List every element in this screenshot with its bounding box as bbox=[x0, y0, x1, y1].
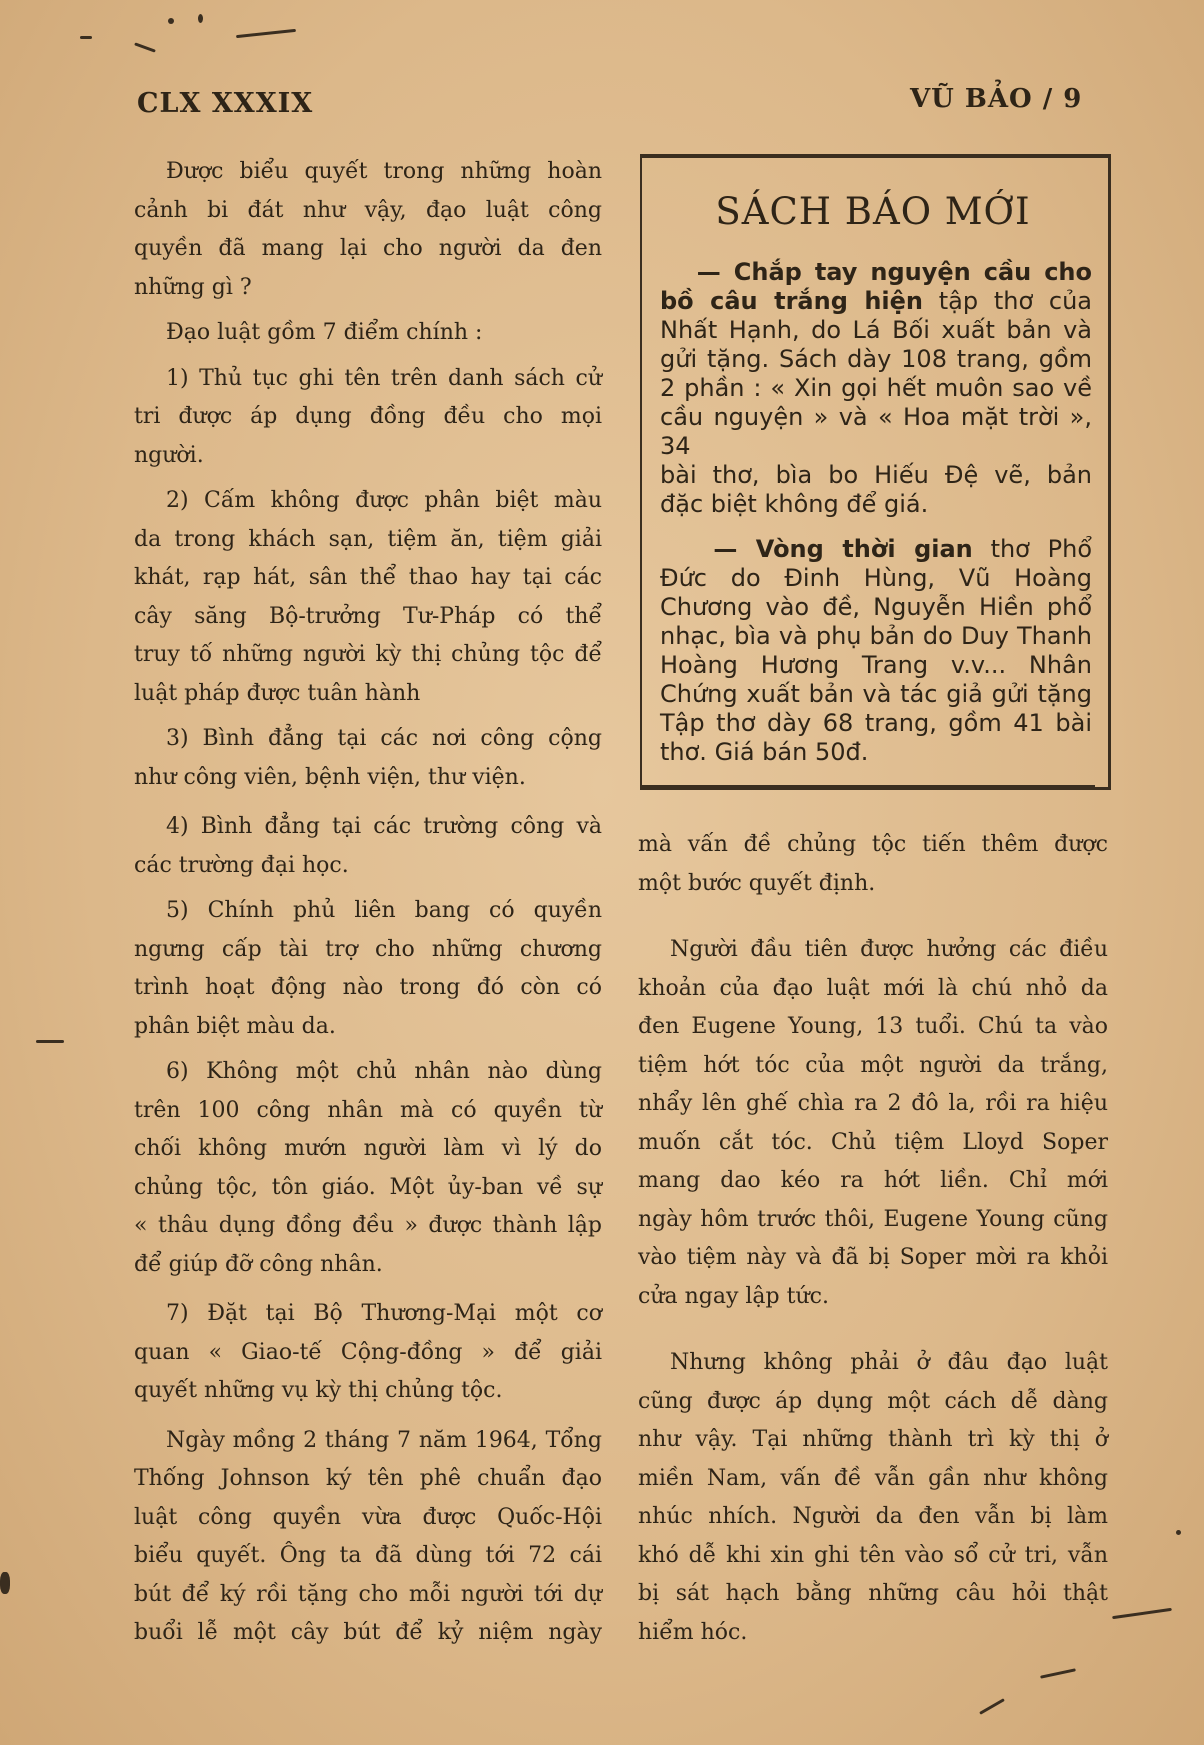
book-entry-line: Tập thơ dày 68 trang, gồm 41 bài bbox=[660, 709, 1092, 737]
ink-speck bbox=[198, 14, 203, 23]
text-line: 6) Không một chủ nhân nào dùng bbox=[166, 1059, 602, 1084]
text-line: những gì ? bbox=[134, 274, 252, 300]
text-line: « thâu dụng đồng đều » được thành lập bbox=[134, 1213, 602, 1238]
text-line: cây săng Bộ-trưởng Tư-Pháp có thể bbox=[134, 603, 602, 629]
ink-scratch bbox=[979, 1698, 1005, 1715]
text-line: cũng được áp dụng một cách dễ dàng bbox=[638, 1388, 1108, 1414]
text-line: người. bbox=[134, 442, 204, 468]
text-line: quyết những vụ kỳ thị chủng tộc. bbox=[134, 1378, 503, 1403]
text-line: miền Nam, vấn đề vẫn gần như không bbox=[638, 1465, 1108, 1491]
text-line: khát, rạp hát, sân thể thao hay tại các bbox=[134, 565, 602, 590]
text-line: 2) Cấm không được phân biệt màu bbox=[166, 488, 602, 513]
book-entry-line: Hoàng Hương Trang v.v... Nhân bbox=[660, 651, 1092, 679]
book-entry-line: Nhất Hạnh, do Lá Bối xuất bản và bbox=[660, 316, 1092, 344]
text-line: đen Eugene Young, 13 tuổi. Chú ta vào bbox=[638, 1014, 1108, 1039]
book-title-text: bồ câu trắng hiện bbox=[660, 287, 924, 315]
book-entry-text: tập thơ của bbox=[938, 287, 1093, 315]
book-entry-line bbox=[660, 287, 1092, 316]
book-entry-line: gửi tặng. Sách dày 108 trang, gồm bbox=[660, 345, 1092, 373]
text-line: như vậy. Tại những thành trì kỳ thị ở bbox=[638, 1427, 1108, 1452]
ink-speck bbox=[168, 18, 174, 24]
book-entry-line: Chương vào đề, Nguyễn Hiền phổ bbox=[660, 593, 1092, 621]
text-line: Nhưng không phải ở đâu đạo luật bbox=[670, 1350, 1108, 1375]
book-entry-line: thơ. Giá bán 50đ. bbox=[660, 738, 869, 766]
text-line: chủng tộc, tôn giáo. Một ủy-ban về sự bbox=[134, 1174, 602, 1200]
text-line: bút để ký rồi tặng cho mỗi người tới dự bbox=[134, 1581, 602, 1607]
ink-scratch bbox=[36, 1040, 64, 1043]
text-line: khó dễ khi xin ghi tên vào sổ cử tri, vẫn bbox=[638, 1542, 1108, 1568]
page-section-numeral: CLX XXXIX bbox=[137, 88, 314, 119]
text-line: hiểm hóc. bbox=[638, 1619, 748, 1645]
book-title-text: — Vòng thời gian bbox=[713, 535, 973, 563]
page-header-author-page-number: VŨ BẢO / 9 bbox=[910, 84, 1083, 114]
text-line: khoản của đạo luật mới là chú nhỏ da bbox=[638, 975, 1108, 1001]
ink-stain bbox=[0, 1572, 10, 1594]
text-line: trên 100 công nhân mà có quyền từ bbox=[134, 1097, 602, 1123]
text-line: Đạo luật gồm 7 điểm chính : bbox=[166, 320, 483, 345]
text-line: nhúc nhích. Người da đen vẫn bị làm bbox=[638, 1504, 1108, 1529]
ink-scratch bbox=[1112, 1608, 1172, 1619]
ink-scratch bbox=[134, 42, 156, 52]
right-column-text bbox=[638, 826, 1108, 1652]
text-line: như công viên, bệnh viện, thư viện. bbox=[134, 764, 526, 790]
text-line: cảnh bi đát như vậy, đạo luật công bbox=[134, 197, 602, 223]
text-line: chối không mướn người làm vì lý do bbox=[134, 1136, 602, 1161]
text-line: bị sát hạch bằng những câu hỏi thật bbox=[638, 1581, 1108, 1606]
text-line: quyền đã mang lại cho người da đen bbox=[134, 236, 602, 261]
new-books-title: SÁCH BÁO MỚI bbox=[715, 190, 1031, 233]
book-entry-line: Chứng xuất bản và tác giả gửi tặng bbox=[660, 680, 1092, 708]
ink-scratch bbox=[1040, 1668, 1076, 1678]
book-entry-line bbox=[660, 258, 1092, 287]
text-line: cửa ngay lập tức. bbox=[638, 1283, 829, 1309]
ink-speck bbox=[1176, 1530, 1181, 1535]
book-entry-line: cầu nguyện » và « Hoa mặt trời », 34 bbox=[660, 403, 1092, 460]
text-line: nhẩy lên ghế chìa ra 2 đô la, rồi ra hiệu bbox=[638, 1091, 1108, 1116]
text-line: 1) Thủ tục ghi tên trên danh sách cử bbox=[166, 365, 602, 391]
text-line: buổi lễ một cây bút để kỷ niệm ngày bbox=[134, 1620, 602, 1645]
text-line: quan « Giao-tế Cộng-đồng » để giải bbox=[134, 1339, 602, 1365]
text-line: da trong khách sạn, tiệm ăn, tiệm giải bbox=[134, 526, 602, 552]
book-entry-line: đặc biệt không để giá. bbox=[660, 490, 929, 518]
text-line: 3) Bình đẳng tại các nơi công cộng bbox=[166, 726, 602, 751]
text-line: 4) Bình đẳng tại các trường công và bbox=[166, 814, 602, 839]
text-line: mà vấn đề chủng tộc tiến thêm được bbox=[638, 832, 1108, 857]
book-entry-text: thơ Phổ bbox=[990, 535, 1093, 563]
text-line: một bước quyết định. bbox=[638, 870, 876, 896]
text-line: 5) Chính phủ liên bang có quyền bbox=[166, 898, 602, 923]
book-title-text: — Chắp tay nguyện cầu cho bbox=[696, 258, 1093, 286]
book-entry-line: nhạc, bìa và phụ bản do Duy Thanh bbox=[660, 622, 1092, 650]
book-entry-line: bài thơ, bìa bo Hiếu Đệ vẽ, bản bbox=[660, 461, 1092, 489]
book-entry-line bbox=[660, 535, 1092, 564]
text-line: mang dao kéo ra hớt liền. Chỉ mới bbox=[638, 1168, 1108, 1193]
text-line: các trường đại học. bbox=[134, 852, 349, 878]
box-bottom-rule bbox=[640, 785, 1095, 787]
text-line: trình hoạt động nào trong đó còn có bbox=[134, 975, 602, 1000]
new-books-body bbox=[660, 258, 1092, 767]
book-entry-line: Đức do Đinh Hùng, Vũ Hoàng bbox=[660, 564, 1092, 592]
text-line: ngưng cấp tài trợ cho những chương bbox=[134, 936, 602, 962]
text-line: để giúp đỡ công nhân. bbox=[134, 1251, 383, 1277]
book-entry-line: 2 phần : « Xin gọi hết muôn sao về bbox=[660, 374, 1092, 402]
text-line: ngày hôm trước thôi, Eugene Young cũng bbox=[638, 1206, 1108, 1232]
text-line: Ngày mồng 2 tháng 7 năm 1964, Tổng bbox=[166, 1427, 602, 1453]
text-line: luật pháp được tuân hành bbox=[134, 680, 421, 706]
ink-scratch bbox=[80, 36, 92, 39]
left-column-text bbox=[134, 153, 602, 1653]
text-line: 7) Đặt tại Bộ Thương-Mại một cơ bbox=[166, 1301, 602, 1326]
text-line: Người đầu tiên được hưởng các điều bbox=[670, 937, 1108, 962]
text-line: tiệm hớt tóc của một người da trắng, bbox=[638, 1052, 1108, 1078]
text-line: phân biệt màu da. bbox=[134, 1013, 336, 1039]
text-line: biểu quyết. Ông ta đã dùng tới 72 cái bbox=[134, 1543, 602, 1568]
text-line: luật công quyền vừa được Quốc-Hội bbox=[134, 1504, 602, 1530]
text-line: Được biểu quyết trong những hoàn bbox=[166, 159, 602, 184]
text-line: vào tiệm này và đã bị Soper mời ra khỏi bbox=[638, 1245, 1108, 1270]
text-line: tri được áp dụng đồng đều cho mọi bbox=[134, 404, 602, 429]
text-line: truy tố những người kỳ thị chủng tộc để bbox=[134, 642, 602, 667]
text-line: muốn cắt tóc. Chủ tiệm Lloyd Soper bbox=[638, 1129, 1108, 1155]
text-line: Thống Johnson ký tên phê chuẩn đạo bbox=[134, 1466, 602, 1491]
ink-scratch bbox=[236, 29, 296, 38]
